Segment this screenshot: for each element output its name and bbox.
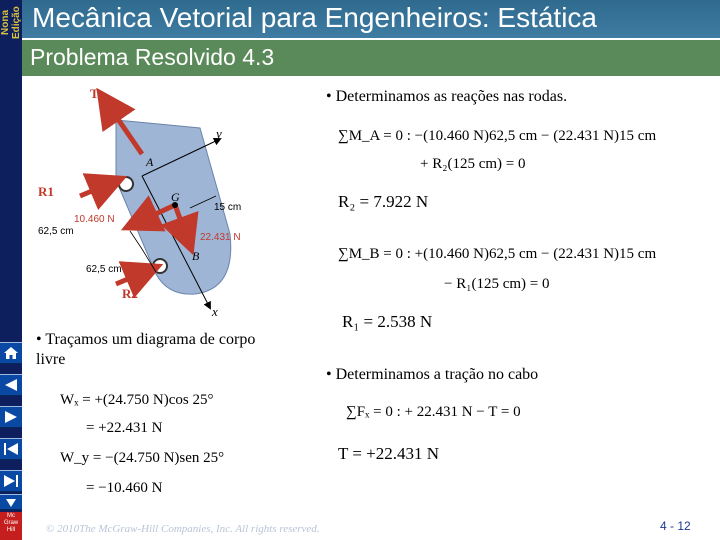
label-force-22431: 22.431 N (200, 232, 241, 243)
label-y: y (216, 126, 222, 141)
moment-a-equation-line2: + R₂(125 cm) = 0 (420, 156, 526, 172)
left-sidebar (0, 0, 22, 540)
moment-b-equation-line1: ∑M_B = 0 : +(10.460 N)62,5 cm − (22.431 N)15 cm (338, 246, 657, 262)
moment-a-equation-line1: ∑M_A = 0 : −(10.460 N)62,5 cm − (22.431 N)15 cm (338, 128, 657, 144)
wx-equation-line1: Wₓ = +(24.750 N)cos 25° (60, 392, 214, 408)
problem-subtitle: Problema Resolvido 4.3 (30, 44, 275, 70)
tension-result: T = +22.431 N (338, 444, 440, 463)
page-title: Mecânica Vetorial para Engenheiros: Estática (32, 2, 597, 33)
moment-b-equation-line2: − R₁(125 cm) = 0 (444, 276, 550, 292)
reaction-r1-arrow (80, 180, 118, 196)
label-g: G (171, 190, 180, 204)
reaction-r2-arrow (116, 268, 154, 284)
bullet-tension: • Determinamos a tração no cabo (326, 366, 539, 383)
copyright-notice: © 2010The McGraw-Hill Companies, Inc. All rights reserved. (46, 523, 320, 535)
label-r2: R2 (122, 286, 138, 301)
wheel-a (119, 177, 133, 191)
title-bar (22, 0, 720, 38)
wy-equation-line2: = −10.460 N (86, 480, 163, 496)
publisher-logo: Mc Graw Hill (0, 512, 22, 540)
label-r1: R1 (38, 184, 54, 199)
label-dim-15: 15 cm (214, 202, 242, 213)
first-slide-icon[interactable] (0, 374, 22, 396)
r2-result: R₂ = 7.922 N (338, 192, 429, 211)
bullet-free-body: • Traçamos um diagrama de corpo livre (36, 331, 256, 368)
next-slide-icon[interactable] (0, 438, 22, 460)
subtitle-bar (22, 40, 720, 76)
wy-equation-line1: W_y = −(24.750 N)sen 25° (60, 450, 225, 466)
edition-label: Nona Edição (0, 6, 22, 40)
label-x: x (212, 304, 218, 319)
force-x-equation: ∑Fₓ = 0 : + 22.431 N − T = 0 (346, 404, 521, 420)
page-number: 4 - 12 (660, 519, 691, 533)
end-icon[interactable] (0, 494, 22, 510)
home-icon[interactable] (0, 342, 22, 364)
label-b: B (192, 249, 200, 263)
bullet-reactions: • Determinamos as reações nas rodas. (326, 88, 568, 105)
last-slide-icon[interactable] (0, 470, 22, 492)
label-dim-625b: 62,5 cm (86, 264, 122, 275)
label-dim-625a: 62,5 cm (38, 226, 74, 237)
label-a: A (146, 155, 154, 169)
label-force-10460: 10.460 N (74, 214, 115, 225)
label-t: T (90, 86, 99, 101)
free-body-diagram (30, 84, 285, 319)
wx-equation-line2: = +22.431 N (86, 420, 163, 436)
r1-result: R₁ = 2.538 N (342, 312, 433, 331)
previous-slide-icon[interactable] (0, 406, 22, 428)
